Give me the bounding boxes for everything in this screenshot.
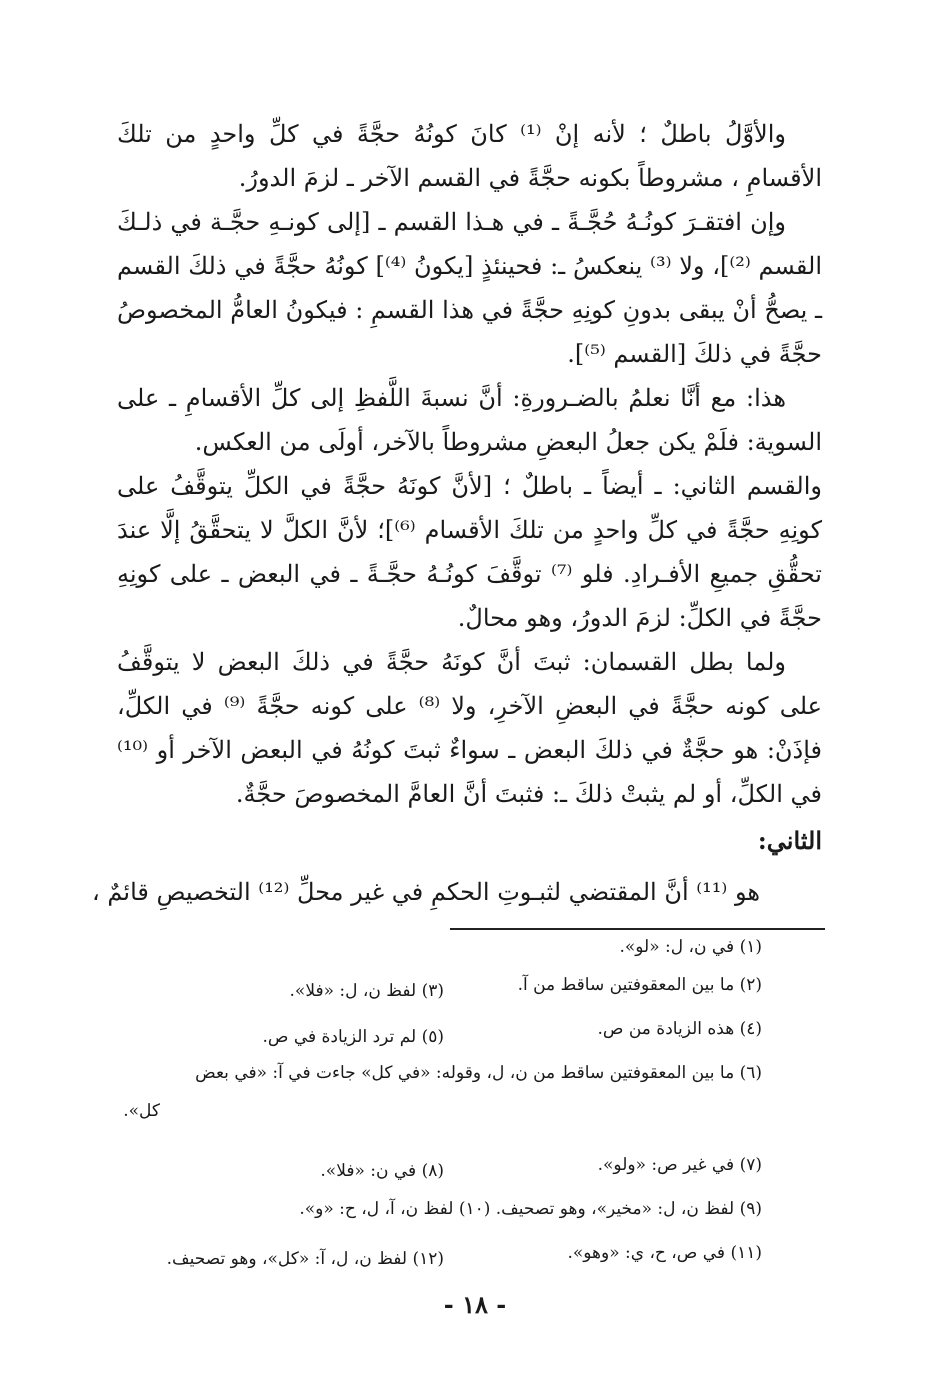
footnote-9-10: (٩) لفظ ن، ل: «مخير»، وهو تصحيف. (١٠) لفظ ن، آ، ل، ح: «و». — [299, 1199, 762, 1219]
footnote-6-continued: كل». — [123, 1101, 160, 1121]
footnote-12: (١٢) لفظ ن، ل، آ: «كل»، وهو تصحيف. — [166, 1249, 444, 1269]
page-number: - ١٨ - — [443, 1290, 507, 1319]
footnote-8: (٨) في ن: «فلا». — [320, 1161, 444, 1181]
footnote-7: (٧) في غير ص: «ولو». — [597, 1155, 762, 1175]
footnote-3: (٣) لفظ ن، ل: «فلا». — [289, 981, 444, 1001]
footnote-separator — [450, 928, 825, 930]
paragraph-1: والأوَّلُ باطلٌ ؛ لأنه إنْ ⁽¹⁾ كانَ كونُهُ حجَّةً في كلِّ واحدٍ من تلكَ الأقسامِ ، مشروطاً بكونه حجَّةً في القسم الآخر ـ لزمَ الدورُ. — [117, 120, 822, 192]
paragraph-4: والقسم الثاني: ـ أيضاً ـ باطلٌ ؛ [لأنَّ كونَهُ حجَّةً في الكلِّ يتوقَّفُ على كونِهِ حجَّةً في كلِّ واحدٍ من تلكَ الأقسام ⁽⁶⁾]؛ لأنَّ الكلَّ لا يتحقَّقُ إلَّا عندَ تحقُّقِ جميعِ الأفـرادِ. فلو ⁽⁷⁾ توقَّفَ كونُـهُ حجَّـةً ـ في البعض ـ على كونِهِ حجَّةً في الكلِّ: لزمَ الدورُ، وهو محالٌ. — [117, 472, 823, 632]
footnote-5: (٥) لم ترد الزيادة في ص. — [262, 1027, 444, 1047]
paragraph-5: ولما بطل القسمان: ثبتَ أنَّ كونَهُ حجَّةً في ذلكَ البعض لا يتوقَّفُ على كونه حجَّةً في البعضِ الآخرِ، ولا ⁽⁸⁾ على كونه حجَّةً ⁽⁹⁾ في الكلِّ، فإذَنْ: هو حجَّةٌ في ذلكَ البعض ـ سواءٌ ثبتَ كونُهُ في البعض الآخر أو ⁽¹⁰⁾ في الكلِّ، أو لم يثبتْ ذلكَ ـ: فثبتَ أنَّ العامَّ المخصوصَ حجَّةٌ. — [117, 648, 822, 808]
paragraph-3: هذا: مع أنَّا نعلمُ بالضـرورةِ: أنَّ نسبةَ اللَّفظِ إلى كلِّ الأقسامِ ـ على السوية: فلَمْ يكن جعلُ البعضِ مشروطاً بالآخر، أولَى من العكس. — [117, 384, 822, 456]
main-text — [117, 112, 822, 816]
paragraph-6-first-line: هو ⁽¹¹⁾ أنَّ المقتضي لثبـوتِ الحكمِ في غير محلِّ ⁽¹²⁾ التخصيصِ قائمٌ ، — [92, 878, 760, 906]
footnote-1: (١) في ن، ل: «لو». — [619, 937, 762, 957]
footnote-2: (٢) ما بين المعقوفتين ساقط من آ. — [517, 975, 762, 995]
footnote-11: (١١) في ص، ح، ي: «وهو». — [567, 1243, 762, 1263]
paragraph-2: وإن افتقـرَ كونُـهُ حُجَّـةً ـ في هـذا القسم ـ [إلى كونـهِ حجَّـة في ذلـكَ القسم ⁽²⁾]، ولا ⁽³⁾ ينعكسُ ـ: فحينئذٍ [يكونُ ⁽⁴⁾] كونُهُ حجَّةً في ذلكَ القسم ـ يصحُّ أنْ يبقى بدونِ كونِهِ حجَّةً في هذا القسمِ : فيكونُ العامُّ المخصوصُ حجَّةً في ذلكَ [القسم ⁽⁵⁾]. — [117, 208, 823, 368]
section-heading: الثاني: — [757, 826, 822, 855]
footnote-6: (٦) ما بين المعقوفتين ساقط من ن، ل، وقوله: «في كل» جاءت في آ: «في بعض — [195, 1063, 762, 1083]
footnote-4: (٤) هذه الزيادة من ص. — [597, 1019, 762, 1039]
